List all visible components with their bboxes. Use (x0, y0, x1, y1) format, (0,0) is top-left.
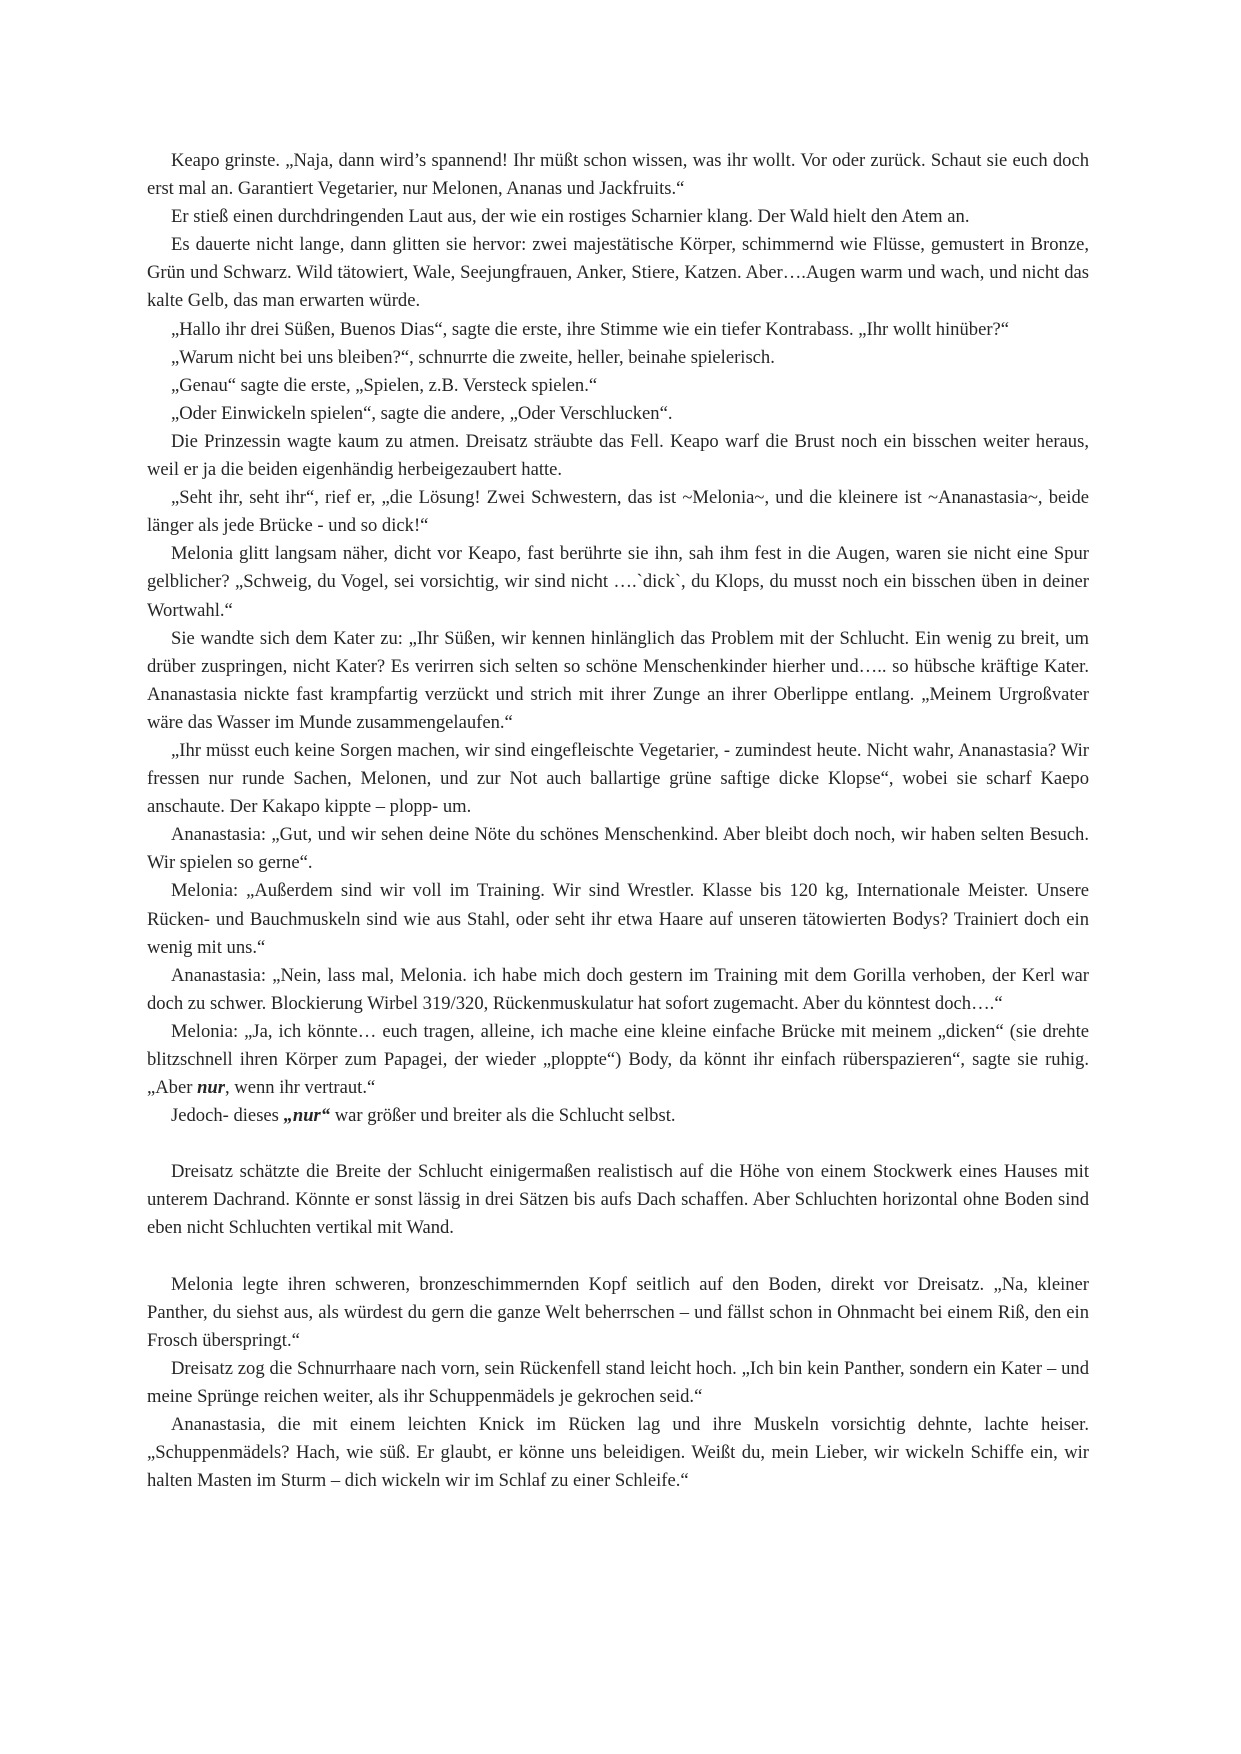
paragraph-15: Ananastasia: „Nein, lass mal, Melonia. ich habe mich doch gestern im Training mit dem Gorilla verhoben, der Kerl war doch zu schwer. Blockierung Wirbel 319/320, Rückenmuskulatur hat sofort zugemacht. Aber du könntest doch….“ (147, 964, 1089, 1014)
paragraph-18: Dreisatz schätzte die Breite der Schlucht einigermaßen realistisch auf die Höhe von einem Stockwerk eines Hauses mit unterem Dachrand. Könnte er sonst lässig in drei Sätzen bis aufs Dach schaffen. Aber Schluchten horizontal ohne Boden sind eben nicht Schluchten vertikal mit Wand. (147, 1161, 1089, 1239)
paragraph-8: Die Prinzessin wagte kaum zu atmen. Dreisatz sträubte das Fell. Keapo warf die Brust noch ein bisschen weiter heraus, weil er ja die beiden eigenhändig herbeigezaubert hatte. (147, 430, 1089, 481)
paragraph-16-text-after: , wenn ihr vertraut.“ (225, 1077, 376, 1099)
paragraph-21: Ananastasia, die mit einem leichten Knick im Rücken lag und ihre Muskeln vorsichtig dehnte, lachte heiser. „Schuppenmädels? Hach, wie süß. Er glaubt, er könne uns beleidigen. Weißt du, mein Lieber, wir wickeln Schiffe ein, wir halten Masten im Sturm – dich wickeln wir im Schlaf zu einer Schleife.“ (147, 1414, 1089, 1492)
paragraph-6: „Genau“ sagte die erste, „Spielen, z.B. Versteck spielen.“ (171, 374, 598, 396)
paragraph-14: Melonia: „Außerdem sind wir voll im Training. Wir sind Wrestler. Klasse bis 120 kg, Internationale Meister. Unsere Rücken- und Bauchmuskeln sind wie aus Stahl, oder seht ihr etwa Haare auf unseren tätowierten Bodys? Trainiert doch ein wenig mit uns.“ (147, 880, 1089, 958)
paragraph-1: Keapo grinste. „Naja, dann wird’s spannend! Ihr müßt schon wissen, was ihr wollt. Vor oder zurück. Schaut sie euch doch erst mal an. Garantiert Vegetarier, nur Melonen, Ananas und Jackfruits.“ (147, 150, 1089, 200)
paragraph-17-text-after: war größer und breiter als die Schlucht selbst. (330, 1105, 676, 1127)
paragraph-7: „Oder Einwickeln spielen“, sagte die andere, „Oder Verschlucken“. (171, 402, 673, 424)
paragraph-10: Melonia glitt langsam näher, dicht vor Keapo, fast berührte sie ihn, sah ihm fest in die Augen, waren sie nicht eine Spur gelblicher? „Schweig, du Vogel, sei vorsichtig, wir sind nicht ….`dick`, du Klops, du musst noch ein bisschen üben in deiner Wortwahl.“ (147, 543, 1089, 621)
paragraph-19: Melonia legte ihren schweren, bronzeschimmernden Kopf seitlich auf den Boden, direkt vor Dreisatz. „Na, kleiner Panther, du siehst aus, als würdest du gern die ganze Welt beherrschen – und fällst schon in Ohnmacht bei einem Riß, den ein Frosch überspringt.“ (147, 1273, 1089, 1351)
paragraph-17 (147, 1102, 1089, 1130)
paragraph-3: Es dauerte nicht lange, dann glitten sie hervor: zwei majestätische Körper, schimmernd wie Flüsse, gemustert in Bronze, Grün und Schwarz. Wild tätowiert, Wale, Seejungfrauen, Anker, Stiere, Katzen. Aber….Augen warm und wach, und nicht das kalte Gelb, das man erwarten würde. (147, 234, 1089, 312)
paragraph-17-text-before: Jedoch- dieses (171, 1105, 284, 1127)
paragraph-16 (147, 1018, 1089, 1102)
paragraph-12: „Ihr müsst euch keine Sorgen machen, wir sind eingefleischte Vegetarier, - zumindest heute. Nicht wahr, Ananastasia? Wir fressen nur runde Sachen, Melonen, und zur Not auch ballartige grüne saftige dicke Klopse“, wobei sie scharf Kaepo anschaute. Der Kakapo kippte – plopp- um. (147, 739, 1089, 818)
paragraph-17-emphasis: „nur“ (283, 1105, 331, 1127)
document-page (147, 147, 1089, 1495)
paragraph-2: Er stieß einen durchdringenden Laut aus, der wie ein rostiges Scharnier klang. Der Wald hielt den Atem an. (171, 206, 970, 228)
paragraph-16-text-before: Melonia: „Ja, ich könnte… euch tragen, alleine, ich mache eine kleine einfache Brücke mit meinem „dicken“ (sie drehte blitzschnell ihren Körper zum Papagei, der wieder „ploppte“) Body, da könnt ihr einfach rüberspazieren“, sagte sie ruhig. „Aber (147, 1020, 1089, 1099)
paragraph-11: Sie wandte sich dem Kater zu: „Ihr Süßen, wir kennen hinlänglich das Problem mit der Schlucht. Ein wenig zu breit, um drüber zuspringen, nicht Kater? Es verirren sich selten so schöne Menschenkinder hierher und….. so hübsche kräftige Kater. Ananastasia nickte fast krampfartig verzückt und strich mit ihrer Zunge an ihrer Oberlippe entlang. „Meinem Urgroßvater wäre das Wasser im Munde zusammengelaufen.“ (147, 627, 1089, 733)
paragraph-16-emphasis: nur (197, 1077, 225, 1099)
paragraph-9: „Seht ihr, seht ihr“, rief er, „die Lösung! Zwei Schwestern, das ist ~Melonia~, und die kleinere ist ~Ananastasia~, beide länger als jede Brücke - und so dick!“ (147, 487, 1089, 537)
paragraph-5: „Warum nicht bei uns bleiben?“, schnurrte die zweite, heller, beinahe spielerisch. (171, 346, 775, 368)
paragraph-13: Ananastasia: „Gut, und wir sehen deine Nöte du schönes Menschenkind. Aber bleibt doch noch, wir haben selten Besuch. Wir spielen so gerne“. (147, 824, 1089, 874)
paragraph-20: Dreisatz zog die Schnurrhaare nach vorn, sein Rückenfell stand leicht hoch. „Ich bin kein Panther, sondern ein Kater – und meine Sprünge reichen weiter, als ihr Schuppenmädels je gekrochen seid.“ (147, 1357, 1089, 1407)
paragraph-4: „Hallo ihr drei Süßen, Buenos Dias“, sagte die erste, ihre Stimme wie ein tiefer Kontrabass. „Ihr wollt hinüber?“ (171, 318, 1010, 340)
